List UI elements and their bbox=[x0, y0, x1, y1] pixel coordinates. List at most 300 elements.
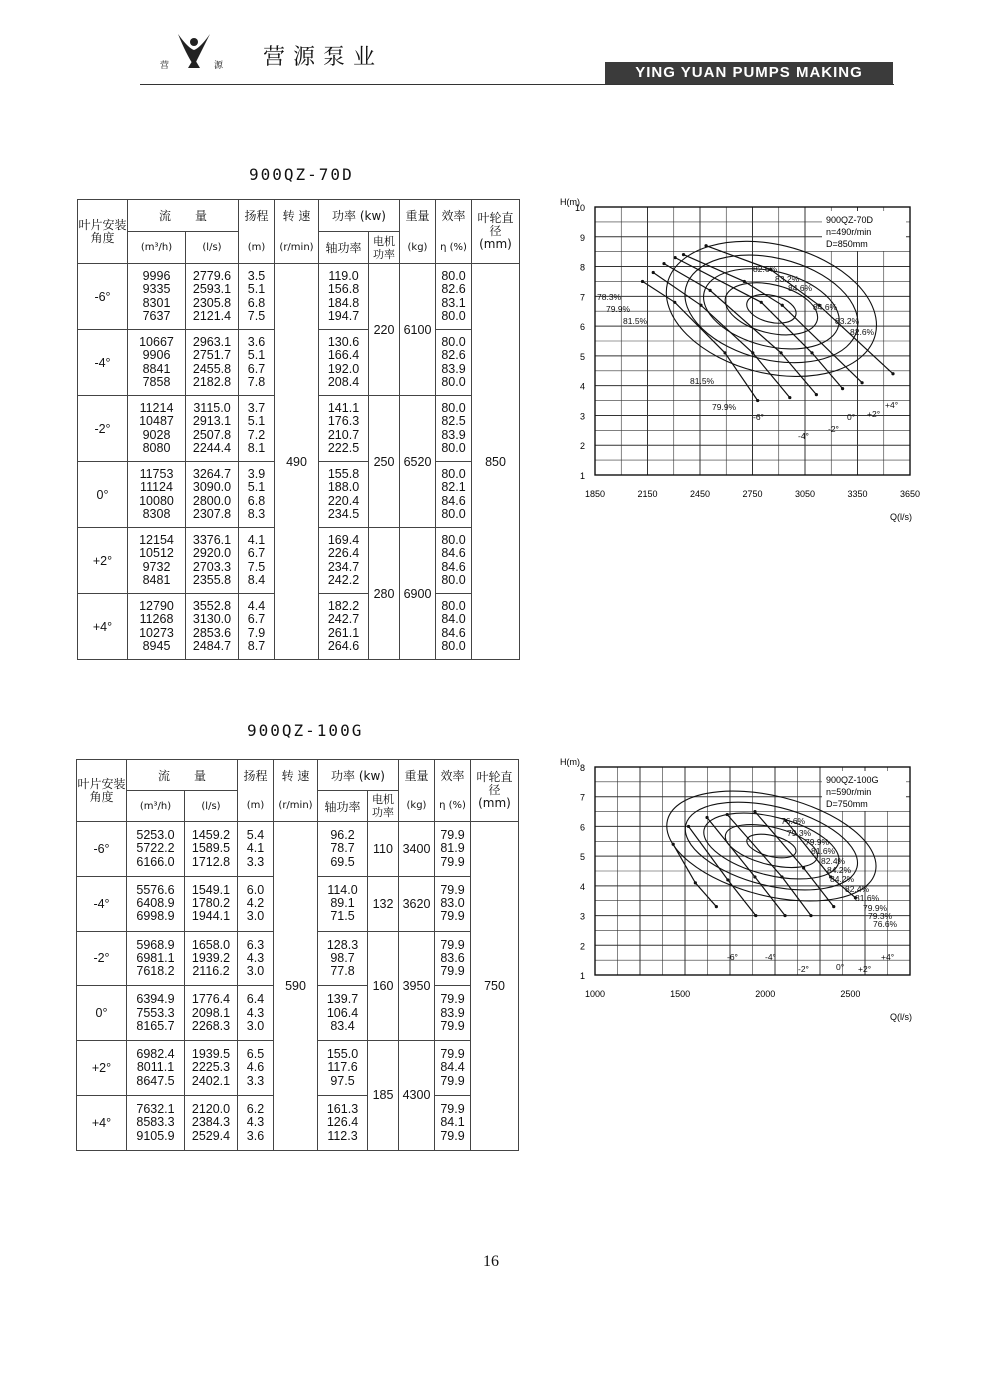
cell-head: 4.1 bbox=[247, 532, 266, 547]
cell-shaft: 112.3 bbox=[327, 1128, 358, 1143]
data-point bbox=[743, 280, 746, 283]
cell-eff: 80.0 bbox=[441, 334, 466, 349]
efficiency-label: 79.3% bbox=[868, 911, 893, 921]
data-point bbox=[641, 280, 644, 283]
cell-eff: 80.0 bbox=[441, 466, 466, 481]
cell-shaft: 242.7 bbox=[327, 612, 360, 627]
cell-shaft: 161.3 bbox=[326, 1101, 359, 1116]
model-title-2: 900QZ-100G bbox=[247, 721, 364, 740]
cell-ls: 2529.4 bbox=[191, 1128, 231, 1143]
cell-ls: 2593.1 bbox=[192, 282, 232, 297]
cell-m3h: 12154 bbox=[139, 532, 174, 547]
weight-cell: 4300 bbox=[399, 1041, 435, 1151]
efficiency-label: 81.5% bbox=[623, 316, 648, 326]
cell-eff: 80.0 bbox=[441, 400, 466, 415]
cell-m3h: 10512 bbox=[139, 546, 174, 561]
data-point bbox=[723, 351, 726, 354]
table-row bbox=[78, 264, 520, 330]
efficiency-label: 81.5% bbox=[690, 376, 715, 386]
cell-ls: 1459.2 bbox=[191, 827, 231, 842]
angle-cell: +4° bbox=[78, 594, 128, 660]
cell-eff: 79.9 bbox=[440, 1047, 465, 1062]
cell-head: 3.0 bbox=[246, 909, 265, 924]
cell-eff: 84.1 bbox=[440, 1115, 465, 1130]
cell-m3h: 11268 bbox=[139, 612, 174, 627]
cell-shaft: 78.7 bbox=[330, 841, 355, 856]
cell-ls: 2120.0 bbox=[191, 1101, 231, 1116]
cell-head: 5.1 bbox=[247, 414, 266, 429]
cell-head: 6.3 bbox=[246, 937, 265, 952]
efficiency-label: 83.2% bbox=[775, 274, 800, 284]
efficiency-label: 79.9% bbox=[863, 903, 888, 913]
data-point bbox=[715, 905, 718, 908]
y-tick-label: 3 bbox=[579, 411, 585, 422]
cell-shaft: 182.2 bbox=[327, 598, 360, 613]
cell-ls: 1944.1 bbox=[191, 909, 231, 924]
data-point bbox=[802, 866, 805, 869]
cell-ls: 3264.7 bbox=[192, 466, 232, 481]
hdr-weight: 重量 bbox=[399, 760, 435, 791]
cell-shaft: 96.2 bbox=[330, 827, 355, 842]
cell-shaft: 119.0 bbox=[328, 268, 359, 283]
cell-eff: 79.9 bbox=[440, 1128, 465, 1143]
cell-ls: 1780.2 bbox=[191, 896, 231, 911]
hdr-speed: 转 速 bbox=[275, 200, 319, 232]
cell-ls: 3115.0 bbox=[193, 400, 231, 415]
cell-head: 3.5 bbox=[247, 268, 266, 283]
cell-eff: 81.9 bbox=[440, 841, 465, 856]
performance-chart-1 bbox=[555, 197, 921, 530]
cell-shaft: 83.4 bbox=[330, 1018, 355, 1033]
cell-shaft: 192.0 bbox=[327, 361, 360, 376]
cell-eff: 79.9 bbox=[440, 909, 465, 924]
efficiency-label: 79.3% bbox=[787, 828, 812, 838]
cell-eff: 80.0 bbox=[441, 532, 466, 547]
cell-m3h: 6982.4 bbox=[136, 1047, 175, 1062]
data-point bbox=[674, 256, 677, 259]
company-logo bbox=[160, 28, 230, 72]
efficiency-label: 81.6% bbox=[811, 846, 836, 856]
cell-ls: 2305.8 bbox=[192, 295, 232, 310]
x-tick-label: 2500 bbox=[840, 989, 861, 999]
cell-eff: 84.6 bbox=[441, 559, 466, 574]
cell-ls: 2703.3 bbox=[192, 559, 232, 574]
cell-ls: 3552.8 bbox=[192, 598, 232, 613]
hdr-head: 扬程 bbox=[239, 200, 275, 232]
cell-head: 5.1 bbox=[247, 282, 266, 297]
data-point bbox=[753, 875, 756, 878]
cell-m3h: 8647.5 bbox=[136, 1073, 175, 1088]
cell-eff: 79.9 bbox=[440, 854, 465, 869]
weight-cell: 6900 bbox=[400, 528, 436, 660]
cell-shaft: 155.0 bbox=[326, 1047, 359, 1062]
cell-eff: 84.6 bbox=[441, 493, 466, 508]
cell-head: 6.5 bbox=[246, 1047, 265, 1062]
y-axis-label: H(m) bbox=[560, 197, 580, 207]
data-point bbox=[682, 253, 685, 256]
impeller-cell: 750 bbox=[471, 822, 519, 1151]
y-tick-label: 6 bbox=[579, 822, 585, 833]
weight-cell: 6520 bbox=[400, 396, 436, 528]
cell-head: 3.9 bbox=[247, 466, 266, 481]
y-axis-label: H(m) bbox=[560, 757, 580, 767]
efficiency-label: 82.4% bbox=[821, 856, 846, 866]
y-tick-label: 1 bbox=[579, 971, 585, 981]
cell-head: 8.3 bbox=[247, 506, 266, 521]
cell-ls: 2268.3 bbox=[191, 1018, 231, 1033]
cell-head: 4.6 bbox=[246, 1060, 265, 1075]
cell-eff: 84.4 bbox=[440, 1060, 465, 1075]
cell-shaft: 114.0 bbox=[327, 882, 358, 897]
cell-m3h: 10273 bbox=[139, 625, 174, 640]
y-tick-label: 7 bbox=[579, 792, 585, 803]
cell-eff: 80.0 bbox=[441, 598, 466, 613]
cell-m3h: 8165.7 bbox=[136, 1018, 175, 1033]
series-line bbox=[706, 246, 893, 374]
hdr-shaft-power: 轴功率 bbox=[318, 791, 368, 822]
cell-m3h: 5253.0 bbox=[136, 827, 175, 842]
y-tick-label: 2 bbox=[579, 941, 585, 952]
x-tick-label: 3050 bbox=[794, 489, 816, 499]
data-point bbox=[694, 881, 697, 884]
efficiency-label: 84.6% bbox=[788, 283, 813, 293]
cell-m3h: 9906 bbox=[142, 348, 171, 363]
cell-m3h: 10487 bbox=[139, 414, 174, 429]
cell-eff: 80.0 bbox=[441, 308, 466, 323]
angle-cell: +2° bbox=[78, 528, 128, 594]
y-tick-label: 8 bbox=[579, 763, 585, 773]
cell-eff: 83.0 bbox=[440, 896, 465, 911]
data-point bbox=[781, 304, 784, 307]
cell-ls: 2182.8 bbox=[192, 374, 232, 389]
cell-eff: 79.9 bbox=[440, 882, 465, 897]
cell-ls: 3376.1 bbox=[192, 532, 232, 547]
angle-cell: -2° bbox=[78, 396, 128, 462]
cell-ls: 2098.1 bbox=[191, 1005, 231, 1020]
cell-m3h: 11753 bbox=[139, 466, 174, 481]
header-rule bbox=[140, 84, 894, 85]
hdr-weight-unit: (kg) bbox=[400, 232, 436, 264]
cell-head: 7.9 bbox=[247, 625, 266, 640]
data-point bbox=[810, 351, 813, 354]
cell-ls: 1549.1 bbox=[191, 882, 231, 897]
motor-power-cell: 220 bbox=[369, 264, 400, 396]
efficiency-contour bbox=[674, 238, 870, 379]
cell-eff: 83.9 bbox=[441, 427, 466, 442]
x-tick-label: 3650 bbox=[899, 489, 921, 499]
angle-cell: 0° bbox=[77, 986, 127, 1041]
motor-power-cell: 110 bbox=[368, 822, 399, 877]
y-tick-label: 10 bbox=[574, 203, 585, 213]
x-axis-label: Q(l/s) bbox=[890, 512, 912, 522]
cell-shaft: 71.5 bbox=[330, 909, 355, 924]
cell-m3h: 9335 bbox=[142, 282, 171, 297]
cell-shaft: 69.5 bbox=[330, 854, 355, 869]
data-point bbox=[726, 878, 729, 881]
x-tick-label: 2150 bbox=[637, 489, 658, 499]
cell-ls: 2121.4 bbox=[192, 308, 232, 323]
cell-shaft: 156.8 bbox=[327, 282, 360, 297]
cell-eff: 79.9 bbox=[440, 1073, 465, 1088]
cell-ls: 2116.2 bbox=[192, 964, 230, 979]
legend-text: 900QZ-100G bbox=[826, 775, 879, 785]
data-point bbox=[780, 875, 783, 878]
hdr-angle: 叶片安装角度 bbox=[78, 200, 128, 264]
cell-m3h: 12790 bbox=[139, 598, 174, 613]
cell-eff: 83.9 bbox=[441, 361, 466, 376]
hdr-flow: 流 量 bbox=[128, 200, 239, 232]
efficiency-label: 82.6% bbox=[850, 327, 875, 337]
y-tick-label: 4 bbox=[579, 881, 585, 892]
cell-m3h: 8301 bbox=[142, 295, 171, 310]
data-point bbox=[704, 244, 707, 247]
cell-ls: 1589.5 bbox=[191, 841, 231, 856]
angle-label: +2° bbox=[858, 964, 872, 974]
cell-ls: 2355.8 bbox=[192, 572, 232, 587]
hdr-speed-unit: (r/min) bbox=[275, 232, 319, 264]
cell-ls: 2779.6 bbox=[192, 268, 232, 283]
hdr-motor-power: 电机功率 bbox=[369, 232, 400, 264]
data-point bbox=[662, 262, 665, 265]
legend-text: 900QZ-70D bbox=[826, 215, 874, 225]
hdr-flow-ls: (l/s) bbox=[186, 232, 239, 264]
cell-eff: 79.9 bbox=[440, 937, 465, 952]
cell-shaft: 264.6 bbox=[327, 638, 360, 653]
cell-ls: 2244.4 bbox=[192, 440, 232, 455]
cell-shaft: 169.4 bbox=[327, 532, 360, 547]
cell-m3h: 5576.6 bbox=[136, 882, 175, 897]
motor-power-cell: 280 bbox=[369, 528, 400, 660]
cell-head: 6.0 bbox=[246, 882, 265, 897]
cell-head: 5.1 bbox=[247, 480, 266, 495]
efficiency-label: 84.6% bbox=[813, 302, 838, 312]
cell-m3h: 8583.3 bbox=[136, 1115, 175, 1130]
angle-label: 0° bbox=[836, 962, 845, 972]
cell-eff: 82.5 bbox=[441, 414, 466, 429]
legend-text: n=490r/min bbox=[826, 227, 872, 237]
cell-m3h: 11214 bbox=[139, 400, 174, 415]
cell-ls: 2507.8 bbox=[192, 427, 232, 442]
cell-eff: 82.1 bbox=[441, 480, 466, 495]
data-point bbox=[699, 304, 702, 307]
x-tick-label: 3350 bbox=[847, 489, 868, 499]
hdr-angle: 叶片安装角度 bbox=[77, 760, 127, 822]
hdr-eff-unit: η (%) bbox=[436, 232, 472, 264]
angle-cell: -6° bbox=[77, 822, 127, 877]
cell-m3h: 9105.9 bbox=[136, 1128, 175, 1143]
x-tick-label: 2750 bbox=[742, 489, 763, 499]
cell-shaft: 155.8 bbox=[327, 466, 360, 481]
angle-cell: 0° bbox=[78, 462, 128, 528]
cell-head: 7.8 bbox=[247, 374, 266, 389]
efficiency-label: 78.3% bbox=[597, 292, 622, 302]
cell-shaft: 261.1 bbox=[327, 625, 360, 640]
cell-m3h: 6394.9 bbox=[136, 992, 175, 1007]
efficiency-label: 82.6% bbox=[753, 264, 778, 274]
cell-head: 6.7 bbox=[247, 546, 266, 561]
hdr-head-unit: (m) bbox=[238, 791, 274, 822]
efficiency-label: 79.9% bbox=[712, 402, 737, 412]
cell-shaft: 128.3 bbox=[326, 937, 359, 952]
angle-label: -2° bbox=[828, 424, 839, 434]
y-tick-label: 1 bbox=[579, 471, 585, 481]
data-point bbox=[652, 271, 655, 274]
angle-label: +2° bbox=[867, 409, 881, 419]
cell-eff: 80.0 bbox=[441, 506, 466, 521]
cell-head: 7.2 bbox=[247, 427, 266, 442]
data-point bbox=[754, 914, 757, 917]
x-tick-label: 1850 bbox=[584, 489, 606, 499]
hdr-speed-unit: (r/min) bbox=[274, 791, 318, 822]
data-point bbox=[815, 393, 818, 396]
data-point bbox=[705, 816, 708, 819]
hdr-weight-unit: (kg) bbox=[399, 791, 435, 822]
cell-head: 8.1 bbox=[247, 440, 266, 455]
hdr-impeller: 叶轮直径 (mm) bbox=[472, 200, 520, 264]
hdr-eff: 效率 bbox=[436, 200, 472, 232]
cell-eff: 82.6 bbox=[441, 348, 466, 363]
cell-head: 3.3 bbox=[246, 854, 265, 869]
cell-shaft: 194.7 bbox=[327, 308, 360, 323]
cell-m3h: 7858 bbox=[142, 374, 171, 389]
x-tick-label: 1000 bbox=[584, 989, 606, 999]
cell-ls: 1712.8 bbox=[191, 854, 231, 869]
efficiency-label: 84.2% bbox=[830, 874, 855, 884]
cell-shaft: 188.0 bbox=[327, 480, 360, 495]
y-tick-label: 7 bbox=[579, 292, 585, 303]
page-number: 16 bbox=[483, 1253, 499, 1270]
cell-ls: 2455.8 bbox=[192, 361, 232, 376]
table-row bbox=[77, 822, 519, 877]
cell-m3h: 8080 bbox=[142, 440, 171, 455]
angle-label: -2° bbox=[798, 964, 809, 974]
cell-ls: 2484.7 bbox=[192, 638, 232, 653]
hdr-flow-m3h: (m³/h) bbox=[127, 791, 185, 822]
cell-shaft: 98.7 bbox=[330, 950, 355, 965]
y-tick-label: 5 bbox=[579, 852, 585, 863]
motor-power-cell: 160 bbox=[368, 931, 399, 1041]
angle-cell: +2° bbox=[77, 1041, 127, 1096]
y-tick-label: 3 bbox=[579, 911, 585, 922]
impeller-cell: 850 bbox=[472, 264, 520, 660]
cell-head: 3.0 bbox=[246, 964, 265, 979]
cell-m3h: 7632.1 bbox=[136, 1101, 175, 1116]
data-point bbox=[687, 825, 690, 828]
cell-head: 7.5 bbox=[247, 559, 266, 574]
company-name: 营源泵业 bbox=[263, 45, 384, 70]
cell-shaft: 89.1 bbox=[330, 896, 355, 911]
hdr-shaft-power: 轴功率 bbox=[319, 232, 369, 264]
efficiency-label: 82.4% bbox=[845, 884, 870, 894]
cell-shaft: 234.5 bbox=[327, 506, 360, 521]
data-point bbox=[709, 289, 712, 292]
y-tick-label: 4 bbox=[579, 381, 585, 392]
cell-m3h: 6998.9 bbox=[136, 909, 175, 924]
angle-label: +4° bbox=[885, 400, 899, 410]
angle-cell: -4° bbox=[77, 876, 127, 931]
hdr-power: 功率 (kw) bbox=[318, 760, 399, 791]
cell-m3h: 8945 bbox=[142, 638, 171, 653]
hdr-flow: 流 量 bbox=[127, 760, 238, 791]
performance-table-2 bbox=[76, 759, 519, 1151]
data-point bbox=[783, 914, 786, 917]
cell-m3h: 7637 bbox=[142, 308, 171, 323]
cell-eff: 84.0 bbox=[441, 612, 466, 627]
y-tick-label: 5 bbox=[579, 351, 585, 362]
y-tick-label: 9 bbox=[579, 232, 585, 243]
cell-shaft: 220.4 bbox=[327, 493, 360, 508]
cell-m3h: 8481 bbox=[142, 572, 171, 587]
cell-head: 4.2 bbox=[246, 896, 265, 911]
cell-ls: 3090.0 bbox=[192, 480, 232, 495]
performance-table-1 bbox=[77, 199, 520, 660]
cell-m3h: 9028 bbox=[142, 427, 171, 442]
hdr-eff-unit: η (%) bbox=[435, 791, 471, 822]
cell-eff: 83.9 bbox=[440, 1005, 465, 1020]
cell-ls: 2963.1 bbox=[192, 334, 232, 349]
cell-m3h: 9732 bbox=[142, 559, 171, 574]
legend-text: D=750mm bbox=[826, 799, 868, 809]
hdr-speed: 转 速 bbox=[274, 760, 318, 791]
logo-char-left: 营 bbox=[160, 61, 170, 71]
angle-label: 0° bbox=[847, 412, 856, 422]
cell-shaft: 117.6 bbox=[327, 1060, 358, 1075]
cell-head: 6.7 bbox=[247, 612, 266, 627]
performance-chart-2 bbox=[555, 757, 915, 1022]
cell-m3h: 10667 bbox=[139, 334, 174, 349]
cell-ls: 1939.2 bbox=[191, 950, 231, 965]
cell-eff: 79.9 bbox=[440, 1101, 465, 1116]
efficiency-label: 79.9% bbox=[606, 304, 631, 314]
efficiency-label: 84.2% bbox=[827, 865, 852, 875]
data-point bbox=[751, 351, 754, 354]
cell-shaft: 166.4 bbox=[327, 348, 360, 363]
cell-m3h: 8308 bbox=[142, 506, 171, 521]
data-point bbox=[672, 843, 675, 846]
logo-char-right: 源 bbox=[214, 61, 224, 71]
cell-ls: 2384.3 bbox=[191, 1115, 231, 1130]
y-tick-label: 8 bbox=[579, 262, 585, 273]
weight-cell: 6100 bbox=[400, 264, 436, 396]
cell-head: 7.5 bbox=[247, 308, 266, 323]
angle-cell: +4° bbox=[77, 1095, 127, 1150]
x-tick-label: 1500 bbox=[670, 989, 691, 999]
cell-head: 6.2 bbox=[246, 1101, 265, 1116]
cell-head: 4.3 bbox=[246, 1005, 265, 1020]
data-point bbox=[841, 387, 844, 390]
cell-head: 8.7 bbox=[247, 638, 266, 653]
legend-text: D=850mm bbox=[826, 239, 868, 249]
weight-cell: 3400 bbox=[399, 822, 435, 877]
cell-head: 3.3 bbox=[246, 1073, 265, 1088]
hdr-eff: 效率 bbox=[435, 760, 471, 791]
cell-m3h: 5968.9 bbox=[136, 937, 175, 952]
data-point bbox=[760, 301, 763, 304]
cell-shaft: 234.7 bbox=[327, 559, 360, 574]
cell-shaft: 210.7 bbox=[327, 427, 360, 442]
data-point bbox=[756, 399, 759, 402]
cell-eff: 84.6 bbox=[441, 546, 466, 561]
cell-shaft: 126.4 bbox=[326, 1115, 359, 1130]
cell-head: 5.4 bbox=[246, 827, 265, 842]
cell-shaft: 139.7 bbox=[326, 992, 359, 1007]
cell-eff: 79.9 bbox=[440, 827, 465, 842]
cell-shaft: 106.4 bbox=[326, 1005, 359, 1020]
cell-head: 6.8 bbox=[247, 295, 266, 310]
cell-eff: 80.0 bbox=[441, 572, 466, 587]
cell-ls: 1776.4 bbox=[191, 992, 231, 1007]
efficiency-label: 76.6% bbox=[781, 816, 806, 826]
